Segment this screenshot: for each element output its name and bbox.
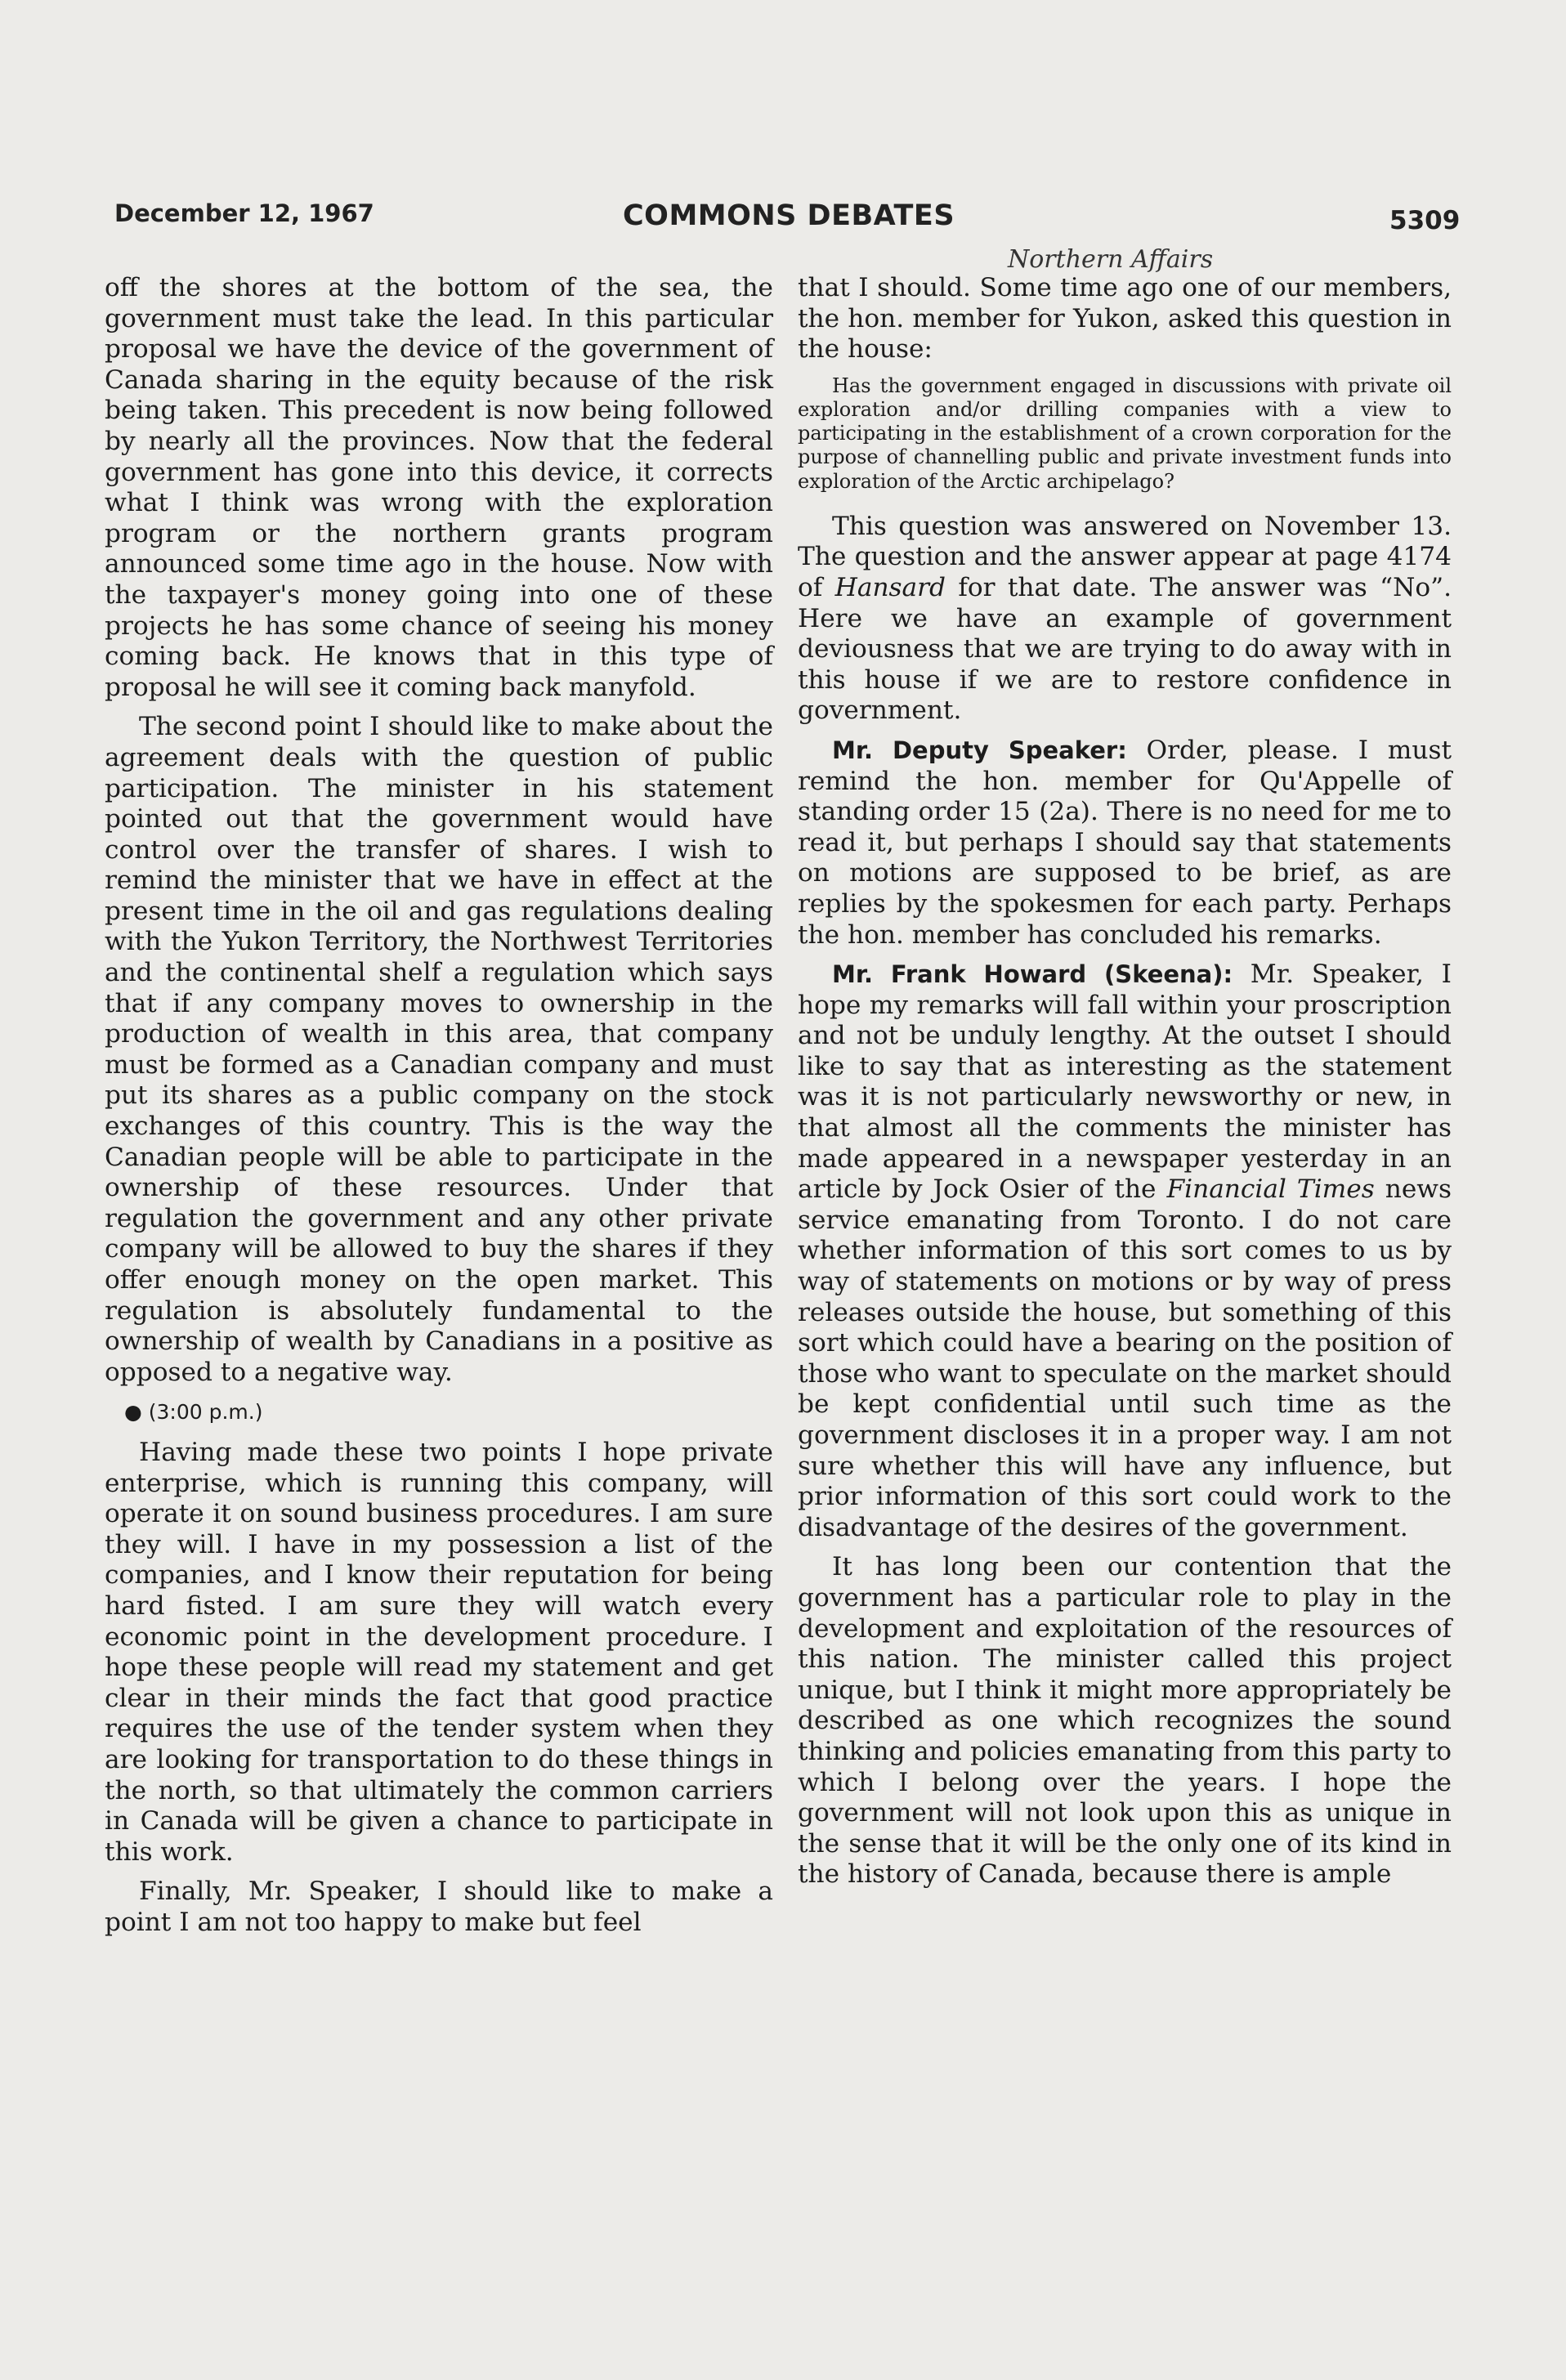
text-span: This question was answered on November 13. The question and the answer appear at page 4174 of [798,511,1452,602]
block-quote: Has the government engaged in discussions with private oil exploration and/or drilling companies with a view to participating in the establishment of a crown corporation for the purpose of channelling public and private investment funds into exploration of the Arctic archipelago? [798,374,1452,493]
paragraph: that I should. Some time ago one of our members, the hon. member for Yukon, asked this question in the house: [798,273,1452,365]
text-span: Mr. Speaker, I hope my remarks will fall within your proscription and not be unduly lengthy. At the outset I should like to say that as interesting as the statement was it is not particularly newsworthy or new, in that almost all the comments the minister has made appeared in a newspaper yesterday in an article by Jock Osier of the [798,960,1452,1205]
speaker-name: Mr. Deputy Speaker: [832,736,1127,764]
right-column [798,273,1452,1899]
paragraph: off the shores at the bottom of the sea, the government must take the lead. In this particular proposal we have the device of the government of Canada sharing in the equity because of the risk being taken. This precedent is now being followed by nearly all the provinces. Now that the federal government has gone into this device, it corrects what I think was wrong with the exploration program or the northern grants program announced some time ago in the house. Now with the taxpayer's money going into one of these projects he has some chance of seeing his money coming back. He knows that in this type of proposal he will see it coming back manyfold. [105,273,773,702]
publication-italic: Financial Times [1166,1174,1375,1205]
speaker-name: Mr. Frank Howard (Skeena): [832,960,1233,989]
text-span: Order, please. I must remind the hon. member for Qu'Appelle of standing order 15 (2a). There is no need for me to read it, but perhaps I should say that statements on motions are supposed to be brief, as are replies by the spokesmen for each party. Perhaps the hon. member has concluded his remarks. [798,735,1452,950]
text-span: for that date. The answer was “No”. Here we have an example of government deviousness that we are trying to do away with in this house if we are to restore confidence in government. [798,572,1452,726]
hansard-italic: Hansard [834,572,946,602]
text-span: news service emanating from Toronto. I do not care whether information of this sort comes to us by way of statements on motions or by way of press releases outside the house, but something of this sort which could have a bearing on the position of those who want to speculate on the market should be kept confidential until such time as the government discloses it in a proper way. I am not sure whether this will have any influence, but prior information of this sort could work to the disadvantage of the desires of the government. [798,1174,1452,1542]
time-marker: ● (3:00 p.m.) [124,1400,263,1425]
header-date: December 12, 1967 [114,199,374,227]
paragraph: The second point I should like to make about the agreement deals with the question of public participation. The minister in his statement pointed out that the government would have control over the transfer of shares. I wish to remind the minister that we have in effect at the present time in the oil and gas regulations dealing with the Yukon Territory, the Northwest Territories and the continental shelf a regulation which says that if any company moves to ownership in the production of wealth in this area, that company must be formed as a Canadian company and must put its shares as a public company on the stock exchanges of this country. This is the way the Canadian people will be able to participate in the ownership of these resources. Under that regulation the government and any other private company will be allowed to buy the shares if they offer enough money on the open market. This regulation is absolutely fundamental to the ownership of wealth by Canadians in a positive as opposed to a negative way. [105,712,773,1387]
paragraph [798,512,1452,727]
paragraph: It has long been our contention that the government has a particular role to play in the development and exploitation of the resources of this nation. The minister called this project unique, but I think it might more appropriately be described as one which recognizes the sound thinking and policies emanating from this party to which I belong over the years. I hope the government will not look upon this as unique in the sense that it will be the only one of its kind in the history of Canada, because there is ample [798,1552,1452,1890]
left-column [105,273,773,1947]
paragraph: Having made these two points I hope private enterprise, which is running this company, will operate it on sound business procedures. I am sure they will. I have in my possession a list of the companies, and I know their reputation for being hard fisted. I am sure they will watch every economic point in the development procedure. I hope these people will read my statement and get clear in their minds the fact that good practice requires the use of the tender system when they are looking for transportation to do these things in the north, so that ultimately the common carriers in Canada will be given a chance to participate in this work. [105,1437,773,1867]
paragraph: Finally, Mr. Speaker, I should like to make a point I am not too happy to make but feel [105,1877,773,1937]
paragraph [798,736,1452,951]
paragraph [798,960,1452,1543]
section-title: Northern Affairs [1008,245,1214,274]
header-title: COMMONS DEBATES [623,199,955,232]
page-number: 5309 [1389,206,1461,235]
